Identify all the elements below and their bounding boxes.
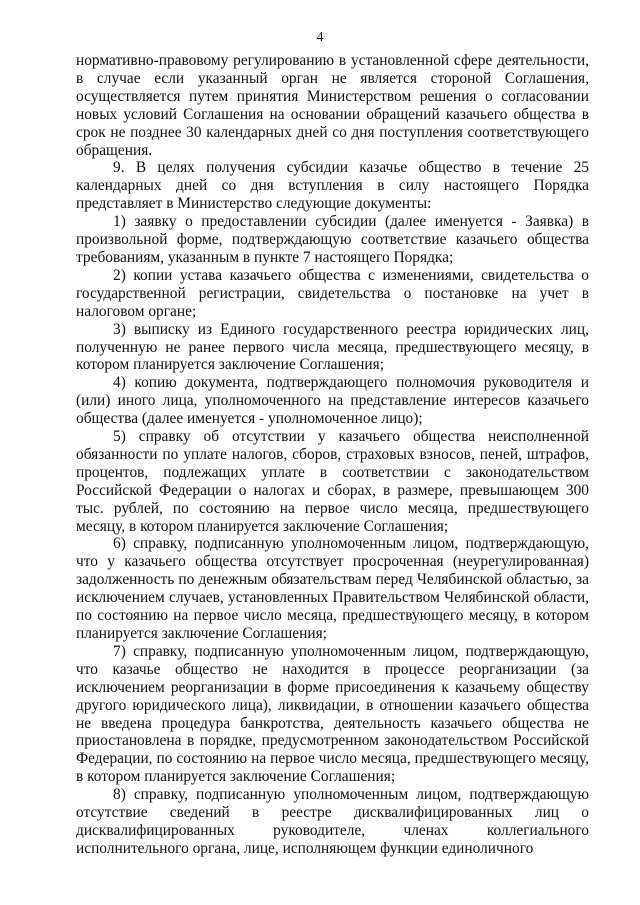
list-item-1: 1) заявку о предоставлении субсидии (далее именуется - Заявка) в произвольной форме, подтверждающую соответствие казачьего общества требованиям, указанным в пункте 7 настоящего Порядка; (76, 213, 589, 266)
list-item-3: 3) выписку из Единого государственного реестра юридических лиц, полученную не ранее первого числа месяца, предшествующего месяцу, в котором планируется заключение Соглашения; (76, 320, 589, 374)
list-item-5: 5) справку об отсутствии у казачьего общества неисполненной обязанности по уплате налогов, сборов, страховых взносов, пеней, штрафов, процентов, подлежащих уплате в соответствии с законодательством Российской Федерации о налогах и сборах, в размере, превышающем 300 тыс. рублей, по состоянию на первое число месяца, предшествующего месяцу, в котором планируется заключение Соглашения; (76, 428, 589, 535)
paragraph-clause-9: 9. В целях получения субсидии казачье общество в течение 25 календарных дней со дня вступления в силу настоящего Порядка представляет в Министерство следующие документы: (76, 159, 589, 213)
document-body (76, 52, 589, 858)
list-item-4: 4) копию документа, подтверждающего полномочия руководителя и (или) иного лица, уполномоченного на представление интересов казачьего общества (далее именуется - уполномоченное лицо); (76, 374, 589, 428)
paragraph-continuation: нормативно-правовому регулированию в установленной сфере деятельности, в случае если указанный орган не является стороной Соглашения, осуществляется путем принятия Министерством решения о согласовании новых условий Соглашения на основании обращений казачьего общества в срок не позднее 30 календарных дней со дня поступления соответствующего обращения. (76, 52, 589, 159)
page-number: 4 (316, 30, 324, 45)
list-item-6: 6) справку, подписанную уполномоченным лицом, подтверждающую, что у казачьего общества отсутствует просроченная (неурегулированная) задолженность по денежным обязательствам перед Челябинской областью, за исключением случаев, установленных Правительством Челябинской области, по состоянию на первое число месяца, предшествующего месяцу, в котором планируется заключение Соглашения; (76, 535, 589, 642)
list-item-8: 8) справку, подписанную уполномоченным лицом, подтверждающую отсутствие сведений в реестре дисквалифицированных лиц о дисквалифицированных руководителе, членах коллегиального исполнительного органа, лице, исполняющем функции единоличного (76, 786, 589, 857)
list-item-2: 2) копии устава казачьего общества с изменениями, свидетельства о государственной регистрации, свидетельства о постановке на учет в налоговом органе; (76, 266, 589, 320)
list-item-7: 7) справку, подписанную уполномоченным лицом, подтверждающую, что казачье общество не находится в процессе реорганизации (за исключением реорганизации в форме присоединения к казачьему обществу другого юридического лица), ликвидации, в отношении казачьего общества не введена процедура банкротства, деятельность казачьего общества не приостановлена в порядке, предусмотренном законодательством Российской Федерации, по состоянию на первое число месяца, предшествующего месяцу, в котором планируется заключение Соглашения; (76, 642, 589, 786)
